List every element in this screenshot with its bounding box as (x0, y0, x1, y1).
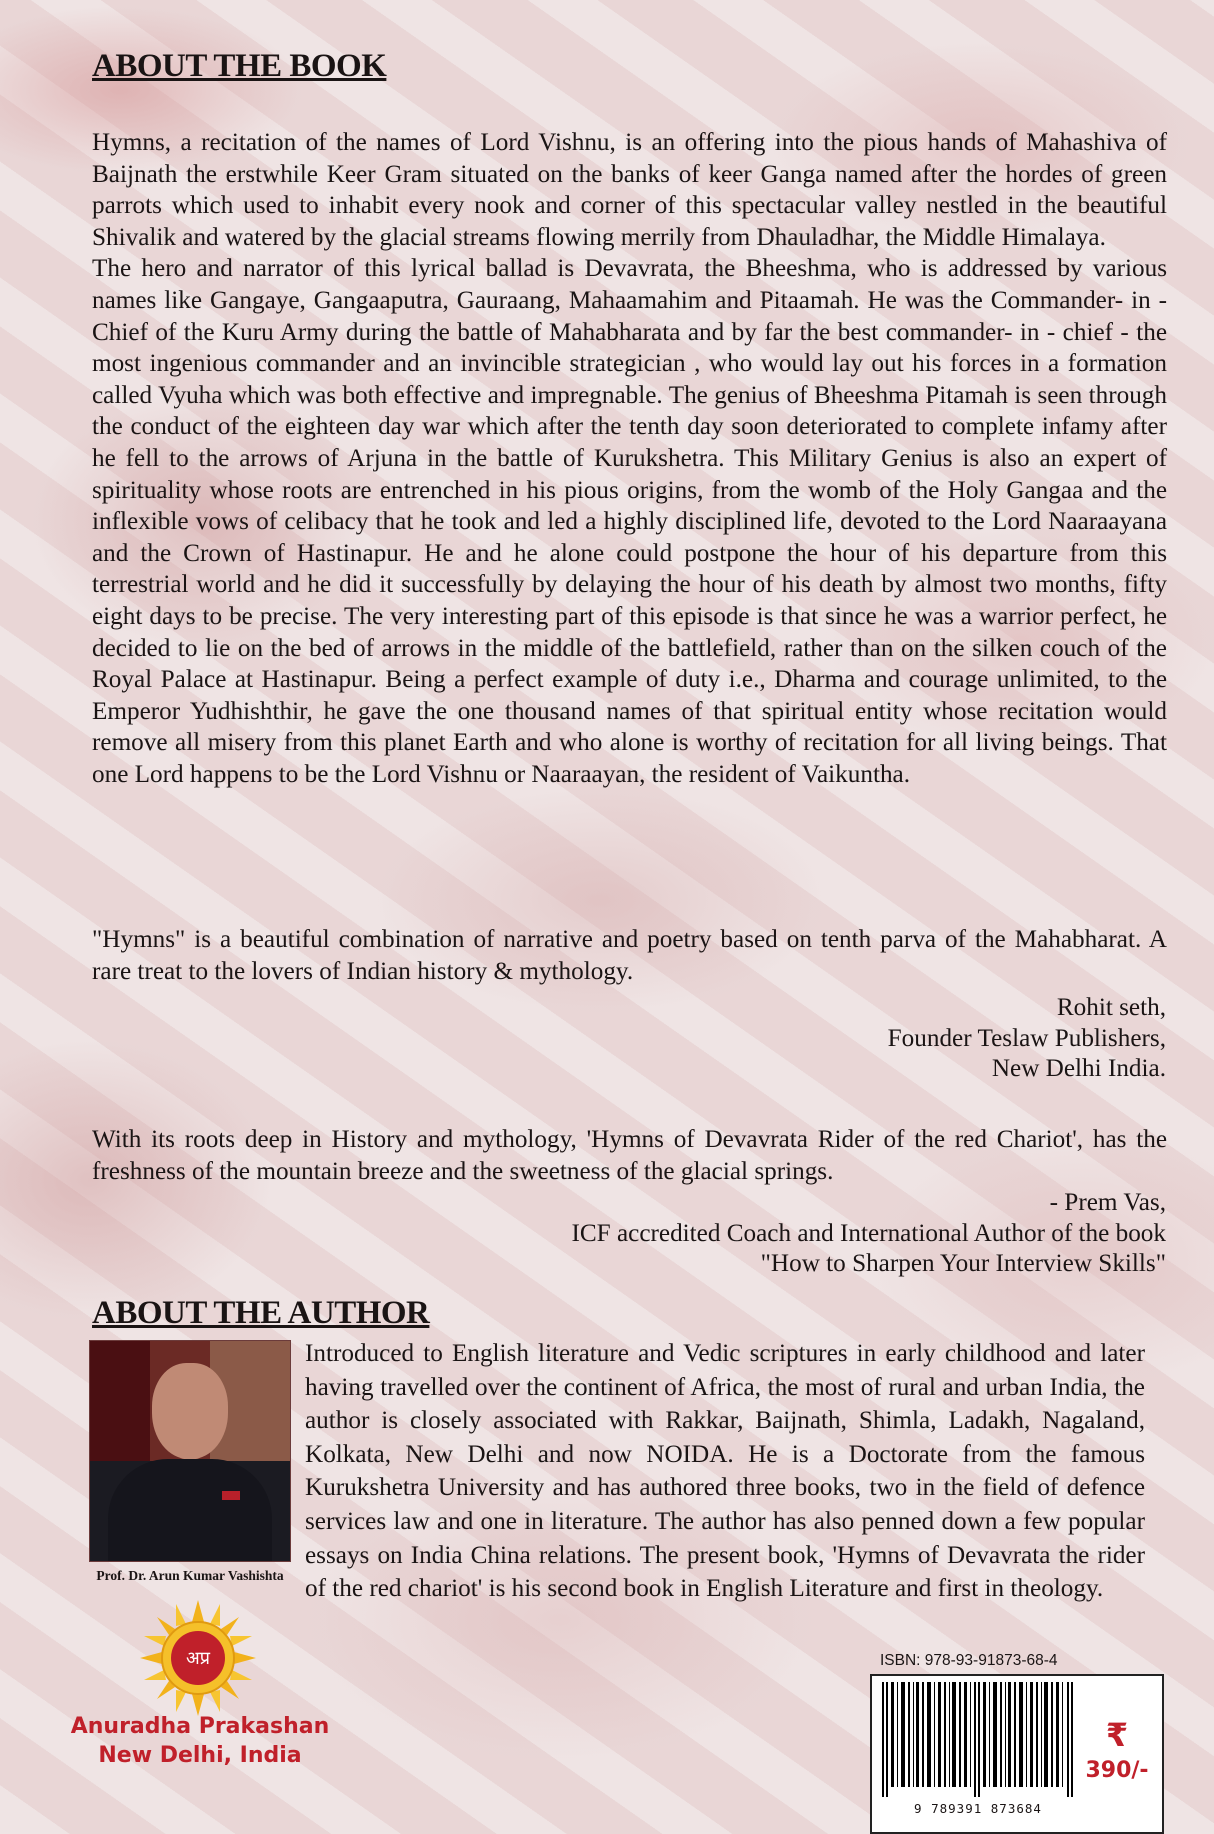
reviewer-place: New Delhi India. (991, 1055, 1166, 1083)
reviewer-role: Founder Teslaw Publishers, (887, 1024, 1166, 1052)
publisher-location: New Delhi, India (98, 1743, 302, 1768)
reviewer-name: - Prem Vas, (1049, 1189, 1166, 1216)
barcode-box (870, 1674, 1164, 1834)
reviewer-book: "How to Sharpen Your Interview Skills" (760, 1250, 1166, 1278)
about-author-heading: ABOUT THE AUTHOR (92, 1295, 430, 1331)
author-suit (108, 1459, 272, 1561)
publisher-logo (138, 1598, 258, 1718)
book-description-paragraph (92, 127, 1167, 790)
author-photo (89, 1340, 291, 1562)
rupee-icon: ₹ (1105, 1716, 1129, 1754)
pocket-square (222, 1491, 240, 1500)
barcode-icon (878, 1682, 1078, 1797)
barcode-digits: 9 789391 873684 (914, 1801, 1042, 1816)
reviewer-role: ICF accredited Coach and International Author of the book (571, 1219, 1166, 1247)
intro-text: Hymns, a recitation of the names of Lord Vishnu, is an offering into the pious hands of Mahashiva of Baijnath the erstwhile Keer Gram situated on the banks of keer Ganga named after the hordes of green parrots which used to inhabit every nook and corner of this spectacular valley nestled in the beautiful Shivalik and watered by the glacial streams flowing merrily from Dhauladhar, the Middle Himalaya. (92, 129, 1167, 251)
review-signature-prem-vas (571, 1188, 1166, 1280)
review-prem-vas: With its roots deep in History and mythology, 'Hymns of Devavrata Rider of the red Chariot', has the freshness of the mountain breeze and the sweetness of the glacial springs. (92, 1126, 1167, 1185)
author-face (152, 1363, 228, 1459)
author-bio: Introduced to English literature and Vedic scriptures in early childhood and later having travelled over the continent of Africa, the most of rural and urban India, the author is closely associated with Rakkar, Baijnath, Shimla, Ladakh, Nagaland, Kolkata, New Delhi and now NOIDA. He is a Doctorate from the famous Kurukshetra University and has authored three books, two in the field of defence services law and one in literature. The author has also penned down a few popular essays on India China relations. The present book, 'Hymns of Devavrata the rider of the red chariot' is his second book in English Literature and first in theology. (305, 1340, 1145, 1603)
publisher-name: Anuradha Prakashan (70, 1714, 330, 1739)
author-photo-caption: Prof. Dr. Arun Kumar Vashishta (96, 1568, 284, 1583)
logo-monogram: अप्र (186, 1648, 210, 1669)
reviewer-name: Rohit seth, (1056, 994, 1166, 1021)
price-label: 390/- (1085, 1758, 1149, 1783)
narrator-text: The hero and narrator of this lyrical ballad is Devavrata, the Bheeshma, who is addressed by various names like Gangaye, Gangaaputra, Gauraang, Mahaamahim and Pitaamah. He was the Commander- in - Chief of the Kuru Army during the battle of Mahabharata and by far the best commander- in - chief - the most ingenious commander and an invincible strategician , who would lay out his forces in a formation called Vyuha which was both effective and impregnable. The genius of Bheeshma Pitamah is seen through the conduct of the eighteen day war which after the tenth day soon deteriorated to complete infamy after he fell to the arrows of Arjuna in the battle of Kurukshetra. This Military Genius is also an expert of spirituality whose roots are entrenched in his pious origins, from the womb of the Holy Gangaa and the inflexible vows of celibacy that he took and led a highly disciplined life, devoted to the Lord Naaraayana and the Crown of Hastinapur. He and he alone could postpone the hour of his departure from this terrestrial world and he did it successfully by delaying the hour of his death by almost two months, fifty eight days to be precise. The very interesting part of this episode is that since he was a warrior perfect, he decided to lie on the bed of arrows in the middle of the battlefield, rather than on the silken couch of the Royal Palace at Hastinapur. Being a perfect example of duty i.e., Dharma and courage unlimited, to the Emperor Yudhishthir, he gave the one thousand names of that spiritual entity whose recitation would remove all misery from this planet Earth and who alone is worthy of recitation for all living beings. That one Lord happens to be the Lord Vishnu or Naaraayan, the resident of Vaikuntha. (92, 255, 1167, 788)
isbn-label: ISBN: 978-93-91873-68-4 (880, 1652, 1058, 1669)
about-book-heading: ABOUT THE BOOK (92, 48, 387, 84)
review-rohit-seth: "Hymns" is a beautiful combination of narrative and poetry based on tenth parva of the Mahabharat. A rare treat to the lovers of Indian history & mythology. (92, 926, 1167, 985)
publisher-name-block (60, 1712, 340, 1770)
review-signature-rohit-seth (888, 993, 1166, 1085)
